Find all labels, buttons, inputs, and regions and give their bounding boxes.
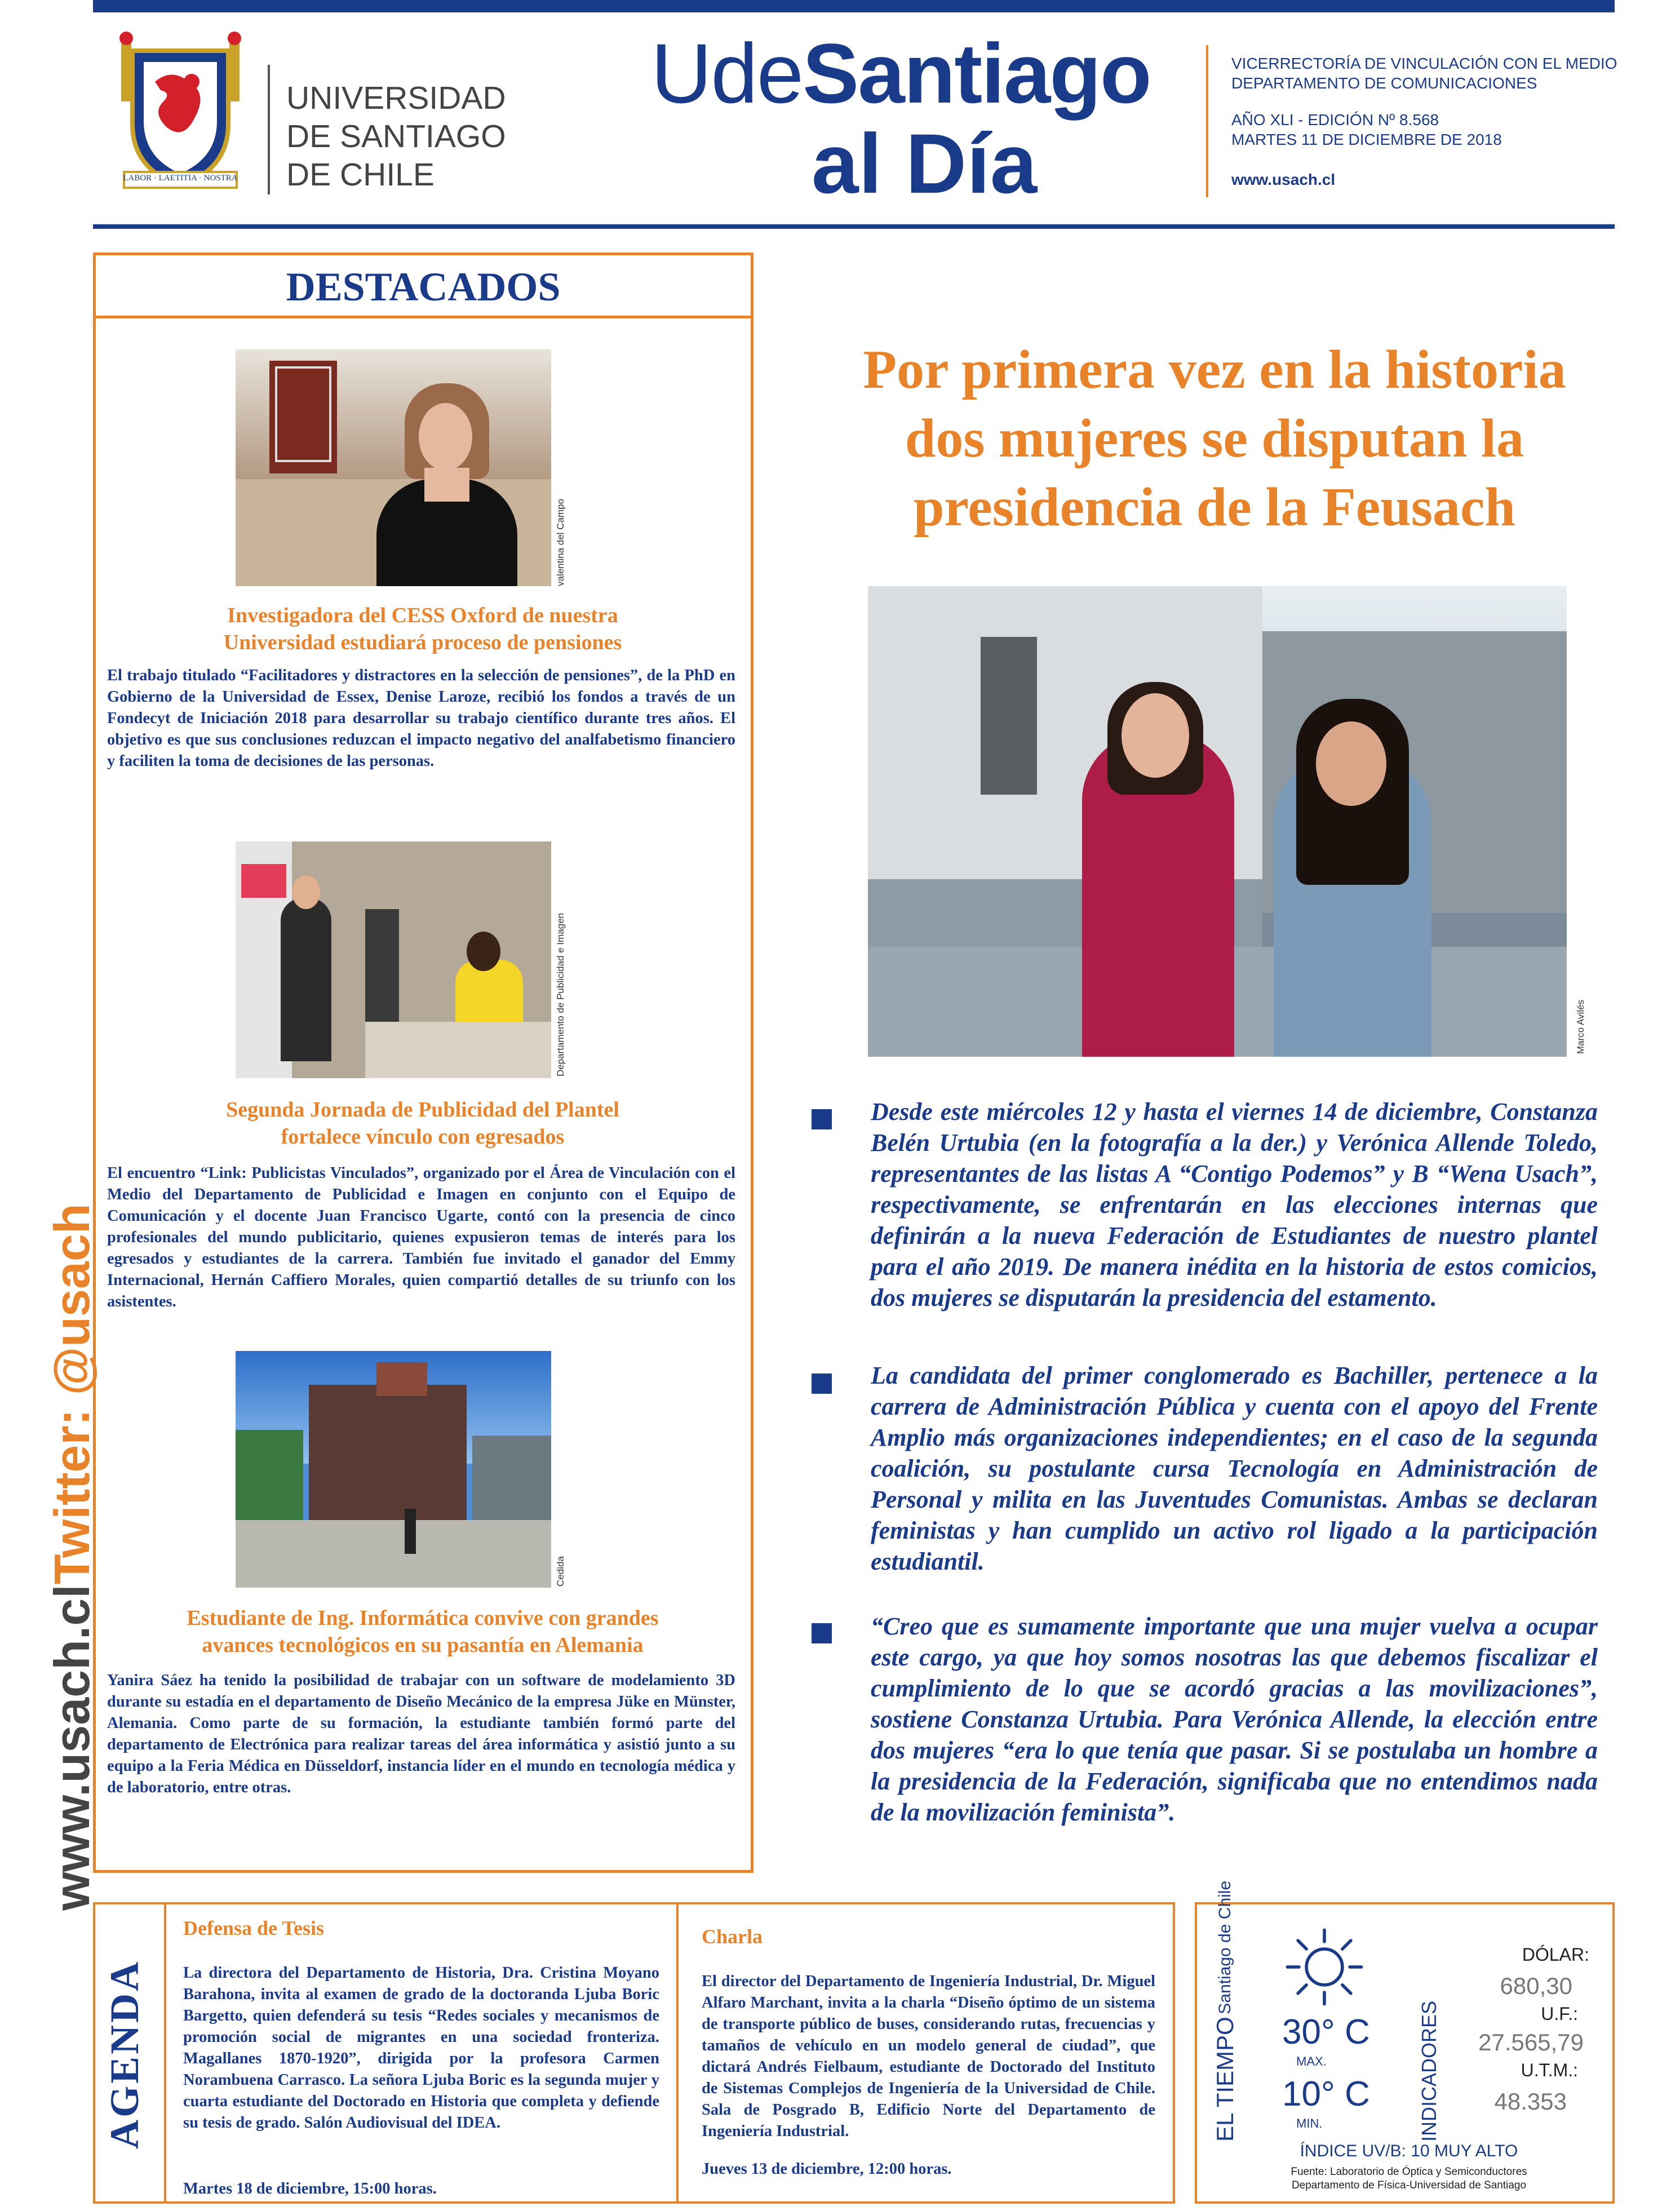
header-rule (93, 224, 1615, 229)
weather-label: EL TIEMPO Santiago de Chile (1212, 1880, 1238, 2142)
main-paragraph-1: Desde este miércoles 12 y hasta el viernes 14 de diciembre, Constanza Belén Urtubia (en la fotografía a la der.) y Verónica Allende Toledo, representantes de las listas A “Contigo Podemos” y B “Wena Usach”, respectivamente, se enfrentarán en las elecciones internas que definirán a la nueva Federación de Estudiantes de nuestro plantel para el año 2019. De manera inédita en la historia de estos comicios, dos mujeres se disputarán la presidencia del estamento. (871, 1098, 1598, 1311)
weather-source: Fuente: Laboratorio de Óptica y Semiconductores Departamento de Física-Universidad de Santiago (1291, 2166, 1527, 2191)
utm-value: 48.353 (1494, 2088, 1567, 2115)
uf-value: 27.565,79 (1478, 2029, 1584, 2055)
sidebar-url[interactable]: www.usach.cl (44, 1584, 100, 1911)
agenda-event-2-body: El director del Departamento de Ingeniería Industrial, Dr. Miguel Alfaro Marchant, invita a la charla “Diseño óptimo de un sistema de transporte público de buses, considerando rutas, frecuencias y tamaños de vehículo en un modelo general de ciudad”, que dictará Andrés Fielbaum, estudiante de Doctorado del Instituto de Sistemas Complejos de Ingeniería de la Universidad de Chile. Sala de Posgrado B, Edificio Norte del Departamento de Ingeniería Industrial. (702, 1973, 1155, 2140)
masthead-line1: UdeSantiago (651, 26, 1151, 121)
destacado-3-photo (236, 1351, 551, 1588)
destacados-title: DESTACADOS (96, 255, 751, 318)
destacado-3-credit: Cedida (555, 1556, 566, 1587)
destacado-2-credit: Departamento de Publicidad e Imagen (555, 912, 566, 1076)
temp-min: 10° C (1282, 2075, 1370, 2113)
destacado-2-photo (236, 841, 551, 1078)
dolar-label: DÓLAR: (1522, 1944, 1589, 1965)
destacado-1-photo (236, 349, 551, 586)
agenda-event-1-title: Defensa de Tesis (183, 1917, 325, 1939)
agenda-label: AGENDA (102, 1960, 147, 2150)
destacado-2-body: El encuentro “Link: Publicistas Vinculados”, organizado por el Área de Vinculación con el Medio del Departamento de Publicidad e Imagen en conjunto con el Equipo de Comunicación y el docente Juan Francisco Ugarte, contó con la presencia de cinco profesionales del mundo publicitario, quienes expusieron temas de interés para los egresados y estudiantes de la carrera. También fue invitado el ganador del Emmy Internacional, Hernán Caffiero Morales, quien compartió detalles de su triunfo con los asistentes. (107, 1164, 735, 1310)
website-link[interactable]: www.usach.cl (1231, 171, 1336, 188)
destacado-2-title: Segunda Jornada de Publicidad del Plantel fortalece vínculo con egresados (226, 1098, 619, 1149)
destacado-3-title: Estudiante de Ing. Informática convive con grandes avances tecnológicos en su pasantía en Alemania (187, 1606, 659, 1657)
indicators-label: INDICADORES (1417, 2000, 1440, 2142)
header-divider (268, 65, 270, 194)
main-paragraph-3: “Creo que es sumamente importante que una mujer vuelva a ocupar este cargo, ya que hoy somos nosotras las que debemos fiscalizar el cumplimiento de lo que se acordó gracias a las movilizaciones”, sostiene Constanza Urtubia. Para Verónica Allende, la elección entre dos mujeres “era lo que tenía que pasar. Si se postulaba un hombre a la presidencia de la Federación, significaba que no entendimos nada de la movilización feminista”. (871, 1612, 1598, 1826)
destacado-1-body: El trabajo titulado “Facilitadores y distractores en la selección de pensiones”, de la PhD en Gobierno de la Universidad de Essex, Denise Laroze, recibió los fondos a través de un Fondecyt de Iniciación 2018 para desarrollar su trabajo científico durante tres años. El objetivo es que sus conclusiones reduzcan el impacto negativo del analfabetismo financiero y faciliten la toma de decisiones de las personas. (107, 667, 735, 770)
crest-motto: LABOR · LAETITIA · NOSTRA (123, 174, 238, 183)
dolar-value: 680,30 (1500, 1973, 1572, 1999)
main-headline: Por primera vez en la historia dos mujeres se disputan la presidencia de la Feusach (863, 339, 1566, 538)
destacado-3-body: Yanira Sáez ha tenido la posibilidad de trabajar con un software de modelamiento 3D durante su estadía en el departamento de Diseño Mecánico de la empresa Jüke en Münster, Alemania. Como parte de su formación, la estudiante también formó parte del departamento de Electrónica para realizar tareas del área informática y asistió junto a su equipo a la Feria Médica en Düsseldorf, instancia líder en el mundo en tecnología médica y de laboratorio, entre otras. (107, 1672, 735, 1796)
university-crest-icon (110, 28, 251, 197)
masthead-line2: al Día (812, 116, 1038, 211)
edition-info: VICERRECTORÍA DE VINCULACIÓN CON EL MEDIO DEPARTAMENTO DE COMUNICACIONES AÑO XLI - EDICIÓN Nº 8.568 MARTES 11 DE DICIEMBRE DE 2018 www.usach.cl (1231, 55, 1617, 188)
main-photo (868, 586, 1567, 1057)
temp-max: 30° C (1282, 2013, 1370, 2052)
main-photo-credit: Marco Avilés (1575, 999, 1586, 1054)
agenda-event-1-when: Martes 18 de diciembre, 15:00 horas. (183, 2180, 437, 2197)
university-name: UNIVERSIDAD DE SANTIAGO DE CHILE (286, 80, 506, 193)
sun-icon (1282, 1925, 1367, 2009)
paragraph-2-bullet (812, 1373, 832, 1394)
top-bar (93, 0, 1615, 12)
uf-label: U.F.: (1541, 2004, 1578, 2024)
agenda-divider (676, 1902, 679, 2204)
destacado-1-credit: valentina del Campo (555, 499, 566, 586)
main-paragraph-2: La candidata del primer conglomerado es Bachiller, pertenece a la carrera de Administración Pública y cuenta con el apoyo del Frente Amplio más organizaciones independientes; en el caso de la segunda coalición, su postulante cursa Tecnología en Administración de Personal y milita en las Juventudes Comunistas. Ambas se declaran feministas y han cumplido un activo rol ligado a la participación estudiantil. (871, 1362, 1598, 1575)
temp-min-label: MIN. (1296, 2116, 1323, 2130)
utm-label: U.T.M.: (1521, 2060, 1578, 2080)
agenda-event-2-title: Charla (702, 1925, 763, 1948)
uv-index: ÍNDICE UV/B: 10 MUY ALTO (1300, 2142, 1518, 2160)
sidebar-twitter[interactable]: Twitter: @usach (44, 1203, 100, 1585)
agenda-event-1-body: La directora del Departamento de Historia, Dra. Cristina Moyano Barahona, invita al examen de grado de la doctoranda Ljuba Boric Bargetto, quien defenderá su tesis “Redes sociales y mecanismos de promoción social de migrantes en una sociedad fronteriza. Magallanes 1870-1920”, dirigida por la profesora Carmen Norambuena Carrasco. La señora Ljuba Boric es la segunda mujer y cuarta estudiante del Doctorado en Historia que completa y defiende su tesis de grado. Salón Audiovisual del IDEA. (183, 1964, 659, 2132)
header-divider-orange (1206, 45, 1208, 197)
temp-max-label: MAX. (1296, 2054, 1327, 2068)
paragraph-3-bullet (812, 1623, 832, 1643)
paragraph-1-bullet (812, 1109, 832, 1129)
agenda-event-2-when: Jueves 13 de diciembre, 12:00 horas. (702, 2160, 952, 2178)
destacado-1-title: Investigadora del CESS Oxford de nuestra Universidad estudiará proceso de pensiones (223, 604, 622, 654)
